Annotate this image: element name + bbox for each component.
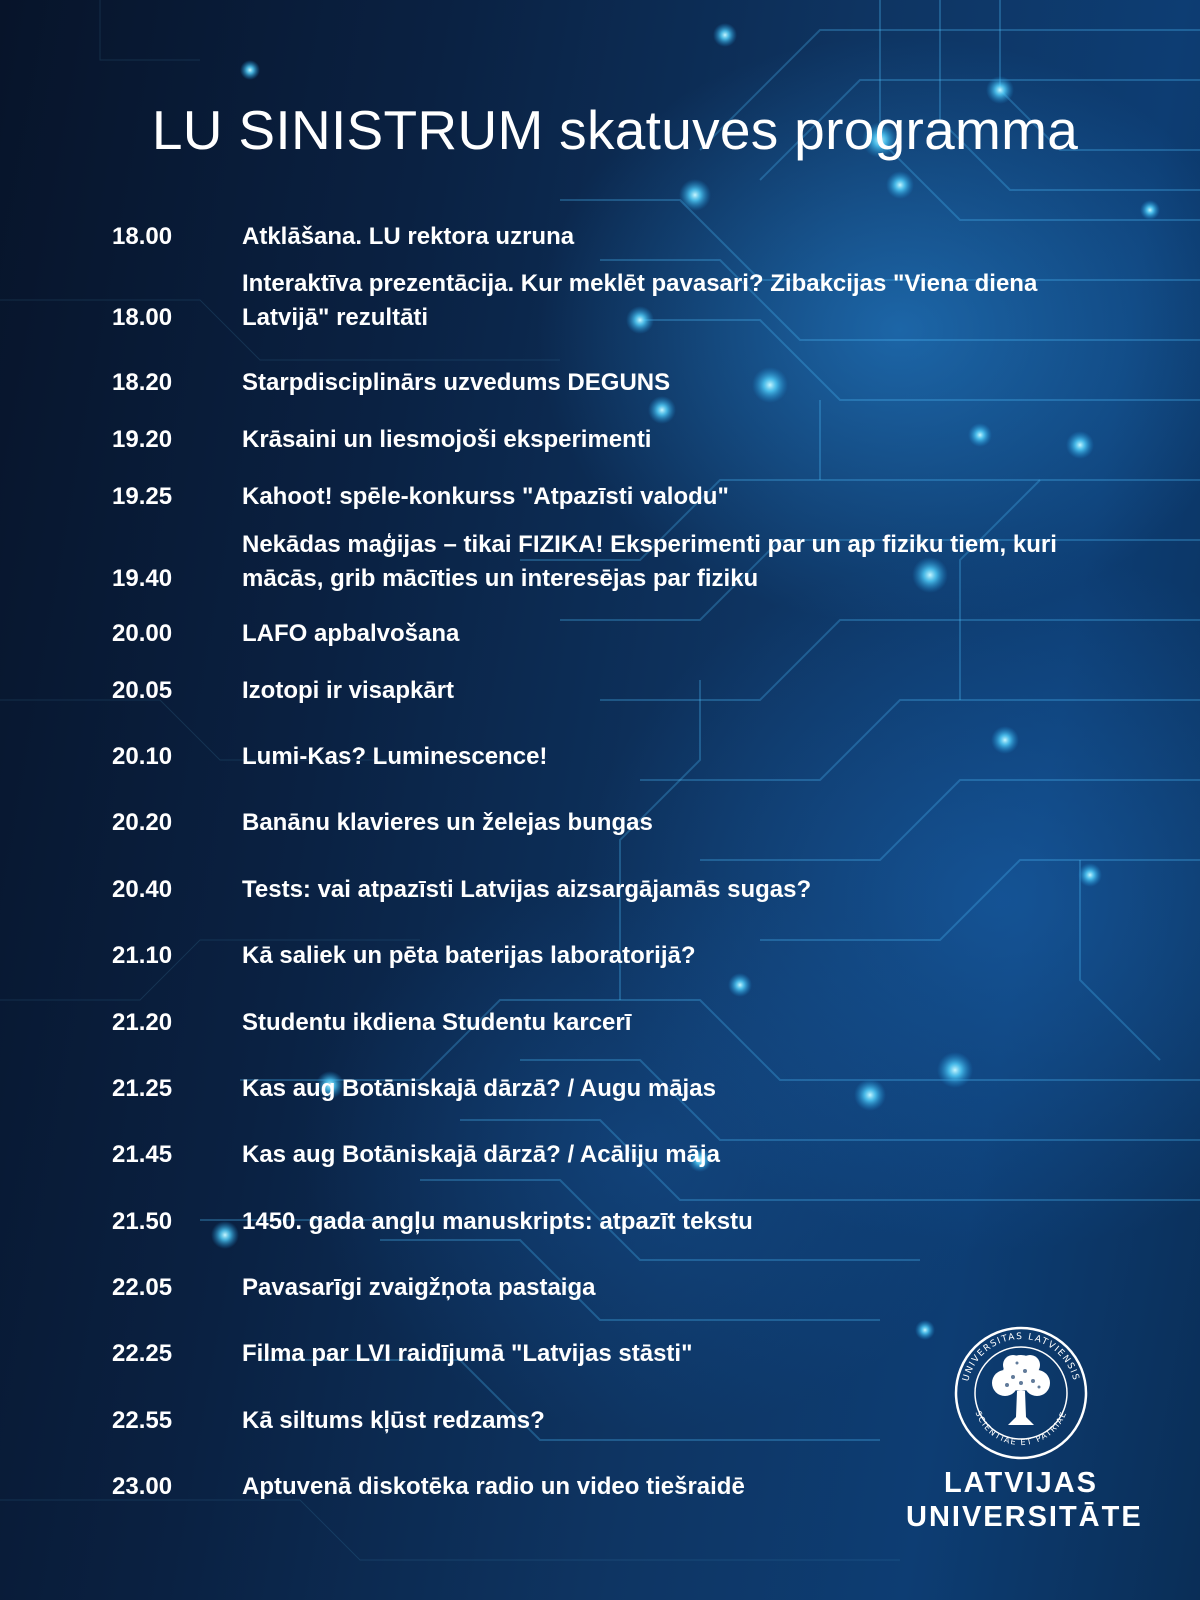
program-time: 19.40 [112, 565, 173, 592]
program-title: Studentu ikdiena Studentu karcerī [242, 1009, 632, 1036]
program-title: Lumi-Kas? Luminescence! [242, 743, 548, 770]
program-time: 21.25 [112, 1075, 173, 1102]
program-time: 18.00 [112, 304, 173, 331]
program-title: LAFO apbalvošana [242, 620, 460, 647]
program-row [0, 528, 1120, 596]
program-time: 20.40 [112, 876, 173, 903]
program-time: 18.00 [112, 223, 173, 250]
program-row [0, 480, 1120, 514]
program-row [0, 939, 1120, 973]
logo-line-2: UNIVERSITĀTE [906, 1501, 1143, 1533]
page-title: LU SINISTRUM skatuves programma [151, 99, 1079, 161]
logo-line-1: LATVIJAS [943, 1467, 1099, 1499]
program-row [0, 740, 1120, 774]
program-title: 1450. gada angļu manuskripts: atpazīt tekstu [242, 1208, 753, 1235]
program-time: 20.10 [112, 743, 173, 770]
program-title: Kā siltums kļūst redzams? [242, 1407, 545, 1434]
program-time: 21.50 [112, 1208, 173, 1235]
program-time: 21.45 [112, 1141, 173, 1168]
program-row [0, 220, 1120, 254]
university-logo [906, 1325, 1143, 1535]
program-title: Nekādas maģijas – tikai FIZIKA! Eksperimenti par un ap fiziku tiem, kuri mācās, grib mācīties un interesējas par fiziku [242, 531, 1057, 592]
program-title: Pavasarīgi zvaigžņota pastaiga [242, 1274, 596, 1301]
program-title: Interaktīva prezentācija. Kur meklēt pavasari? Zibakcijas "Viena diena Latvijā" rezultāti [242, 270, 1038, 331]
program-title: Tests: vai atpazīsti Latvijas aizsargājamās sugas? [242, 876, 812, 903]
program-row [0, 267, 1120, 335]
program-time: 22.55 [112, 1407, 173, 1434]
program-title: Krāsaini un liesmojoši eksperimenti [242, 426, 652, 453]
program-time: 19.25 [112, 483, 173, 510]
program-title: Kas aug Botāniskajā dārzā? / Augu mājas [242, 1075, 716, 1102]
program-time: 20.00 [112, 620, 173, 647]
program-title: Aptuvenā diskotēka radio un video tiešraidē [242, 1473, 745, 1500]
program-row [0, 1271, 1120, 1305]
program-title: Starpdisciplinārs uzvedums DEGUNS [242, 369, 671, 396]
program-row [0, 1072, 1120, 1106]
program-title: Izotopi ir visapkārt [242, 677, 455, 704]
program-row [0, 366, 1120, 400]
program-row [0, 873, 1120, 907]
program-title: Banānu klavieres un želejas bungas [242, 809, 653, 836]
program-time: 22.25 [112, 1340, 173, 1367]
program-time: 18.20 [112, 369, 173, 396]
program-row [0, 1138, 1120, 1172]
program-title: Kahoot! spēle-konkurss "Atpazīsti valodu" [242, 483, 729, 510]
program-row [0, 423, 1120, 457]
program-time: 21.10 [112, 942, 173, 969]
program-time: 20.05 [112, 677, 173, 704]
program-time: 20.20 [112, 809, 173, 836]
program-row [0, 1205, 1120, 1239]
program-title: Kā saliek un pēta baterijas laboratorijā? [242, 942, 696, 969]
svg-text:SCIENTIAE ET PATRIAE: SCIENTIAE ET PATRIAE [973, 1409, 1069, 1448]
program-time: 21.20 [112, 1009, 173, 1036]
program-row [0, 1006, 1120, 1040]
program-row [0, 617, 1120, 651]
program-row [0, 674, 1120, 708]
program-title: Kas aug Botāniskajā dārzā? / Acāliju māja [242, 1141, 720, 1168]
program-time: 22.05 [112, 1274, 173, 1301]
svg-text:UNIVERSITAS LATVIENSIS: UNIVERSITAS LATVIENSIS [961, 1331, 1081, 1383]
university-seal-icon [953, 1325, 1089, 1461]
program-time: 19.20 [112, 426, 173, 453]
program-title: Atklāšana. LU rektora uzruna [242, 223, 575, 250]
program-row [0, 806, 1120, 840]
program-time: 23.00 [112, 1473, 173, 1500]
program-title: Filma par LVI raidījumā "Latvijas stāsti" [242, 1340, 693, 1367]
